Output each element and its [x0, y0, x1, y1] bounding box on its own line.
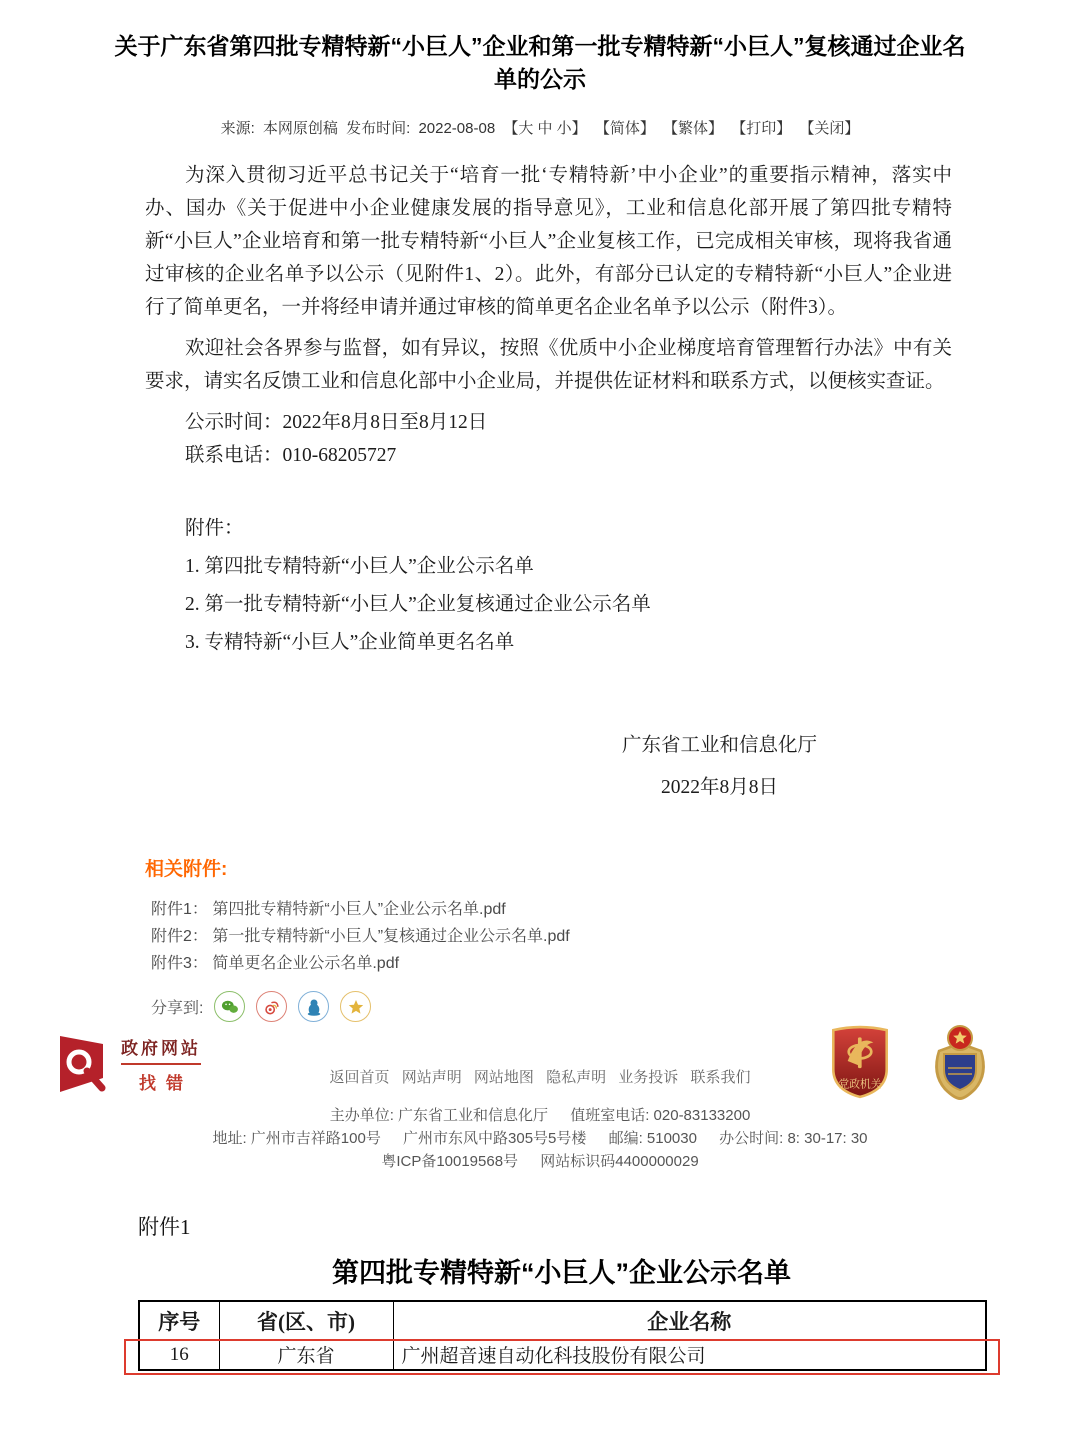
annex-1-preview	[138, 1211, 985, 1371]
file-label: 附件2：	[151, 928, 208, 945]
publish-date: 2022-08-08	[418, 120, 496, 137]
qzone-star-icon	[345, 996, 367, 1018]
cell-province: 广东省	[219, 1340, 393, 1371]
share-label: 分享到:	[151, 1000, 204, 1017]
footer-link-privacy[interactable]: 隐私声明	[546, 1069, 607, 1086]
simplified-control[interactable]: 【简体】	[594, 120, 655, 137]
footer-host: 主办单位: 广东省工业和信息化厅	[329, 1107, 549, 1124]
print-control[interactable]: 【打印】	[731, 120, 792, 137]
error-check-line1: 政府网站	[121, 1034, 201, 1065]
footer-info-line	[0, 1150, 1080, 1173]
share-wechat-button[interactable]	[214, 991, 245, 1022]
footer-link-statement[interactable]: 网站声明	[401, 1069, 462, 1086]
table-row	[139, 1340, 986, 1371]
police-emblem-badge[interactable]	[928, 1024, 992, 1102]
footer-info-line	[0, 1104, 1080, 1127]
annex-table-title: 第四批专精特新“小巨人”企业公示名单	[332, 1258, 791, 1288]
attachments-list	[145, 512, 952, 659]
table-header-row	[139, 1301, 986, 1340]
notice-period: 公示时间：2022年8月8日至8月12日	[184, 412, 488, 433]
footer-office-hours: 办公时间: 8: 30-17: 30	[719, 1130, 868, 1147]
footer-link-contact[interactable]: 联系我们	[690, 1069, 751, 1086]
related-attachments-heading: 相关附件:	[145, 859, 228, 880]
annex-label: 附件1	[138, 1215, 191, 1239]
source-value: 本网原创稿	[262, 120, 338, 137]
error-check-text	[121, 1034, 201, 1094]
related-file-row	[151, 950, 1080, 977]
col-header-index: 序号	[139, 1301, 219, 1340]
related-file-row	[151, 923, 1080, 950]
attachment-item: 2. 第一批专精特新“小巨人”企业复核通过企业公示名单	[184, 594, 651, 615]
font-size-control[interactable]: 【大 中 小】	[503, 120, 587, 137]
source-label: 来源:	[220, 120, 259, 137]
party-gov-organ-badge[interactable]	[830, 1024, 890, 1100]
footer-postcode: 邮编: 510030	[608, 1130, 697, 1147]
file-label: 附件3：	[151, 955, 208, 972]
paragraph-2: 欢迎社会各界参与监督，如有异议，按照《优质中小企业梯度培育管理暂行办法》中有关要求，请实名反馈工业和信息化部中小企业局，并提供佐证材料和联系方式，以便核实查证。	[145, 338, 952, 392]
related-file-row	[151, 896, 1080, 923]
annex-table	[138, 1300, 987, 1371]
article-body	[145, 159, 952, 804]
contact-phone: 联系电话：010-68205727	[184, 445, 397, 466]
signature-date: 2022年8月8日	[660, 777, 778, 798]
error-check-line2: 找错	[139, 1074, 193, 1093]
footer-address-2: 广州市东风中路305号5号楼	[403, 1130, 587, 1147]
footer-site-code: 网站标识码4400000029	[540, 1153, 699, 1170]
publish-label: 发布时间:	[346, 120, 415, 137]
footer-link-home[interactable]: 返回首页	[329, 1069, 390, 1086]
share-weibo-button[interactable]	[256, 991, 287, 1022]
attachments-label: 附件：	[184, 518, 244, 539]
traditional-control[interactable]: 【繁体】	[663, 120, 724, 137]
share-row	[151, 991, 1080, 1022]
cell-index: 16	[139, 1340, 219, 1371]
footer-icp: 粤ICP备10019568号	[381, 1153, 519, 1170]
attachment-item: 1. 第四批专精特新“小巨人”企业公示名单	[184, 556, 534, 577]
col-header-province: 省(区、市)	[219, 1301, 393, 1340]
page-title: 关于广东省第四批专精特新“小巨人”企业和第一批专精特新“小巨人”复核通过企业名单的公示	[114, 33, 966, 92]
footer-link-complaint[interactable]: 业务投诉	[618, 1069, 679, 1086]
cell-company: 广州超音速自动化科技股份有限公司	[393, 1340, 986, 1371]
wechat-icon	[219, 996, 241, 1018]
annex-table-wrap	[138, 1300, 985, 1371]
gov-site-error-check-widget[interactable]	[58, 1032, 201, 1096]
footer-link-sitemap[interactable]: 网站地图	[473, 1069, 534, 1086]
signature-block	[617, 729, 822, 804]
weibo-icon	[261, 996, 283, 1018]
footer-address-1: 地址: 广州市吉祥路100号	[212, 1130, 381, 1147]
footer-info-line	[0, 1127, 1080, 1150]
footer-info	[0, 1104, 1080, 1173]
svg-text:党政机关: 党政机关	[838, 1078, 882, 1091]
qq-icon	[303, 996, 325, 1018]
file-link-pdf-1[interactable]: 第四批专精特新“小巨人”企业公示名单.pdf	[212, 901, 506, 918]
file-label: 附件1：	[151, 901, 208, 918]
share-qzone-button[interactable]	[340, 991, 371, 1022]
error-check-magnifier-icon	[58, 1032, 114, 1096]
attachment-item: 3. 专精特新“小巨人”企业简单更名名单	[184, 632, 515, 653]
share-qq-button[interactable]	[298, 991, 329, 1022]
article-meta	[0, 117, 1080, 138]
close-control[interactable]: 【关闭】	[799, 120, 860, 137]
file-link-pdf-2[interactable]: 第一批专精特新“小巨人”复核通过企业公示名单.pdf	[212, 928, 570, 945]
related-attachments-section	[145, 854, 1080, 1022]
paragraph-1: 为深入贯彻习近平总书记关于“培育一批‘专精特新’中小企业”的重要指示精神，落实中办、国办《关于促进中小企业健康发展的指导意见》，工业和信息化部开展了第四批专精特新“小巨人”企业培育和第一批专精特新“小巨人”企业复核工作，已完成相关审核，现将我省通过审核的企业名单予以公示（见附件1、2）。此外，有部分已认定的专精特新“小巨人”企业进行了简单更名，一并将经申请并通过审核的简单更名企业名单予以公示（附件3）。	[145, 165, 952, 318]
footer-duty-phone: 值班室电话: 020-83133200	[570, 1107, 751, 1124]
signature-org: 广东省工业和信息化厅	[621, 735, 817, 756]
file-link-pdf-3[interactable]: 简单更名企业公示名单.pdf	[212, 955, 400, 972]
col-header-company: 企业名称	[393, 1301, 986, 1340]
footer-badges	[830, 1024, 992, 1102]
